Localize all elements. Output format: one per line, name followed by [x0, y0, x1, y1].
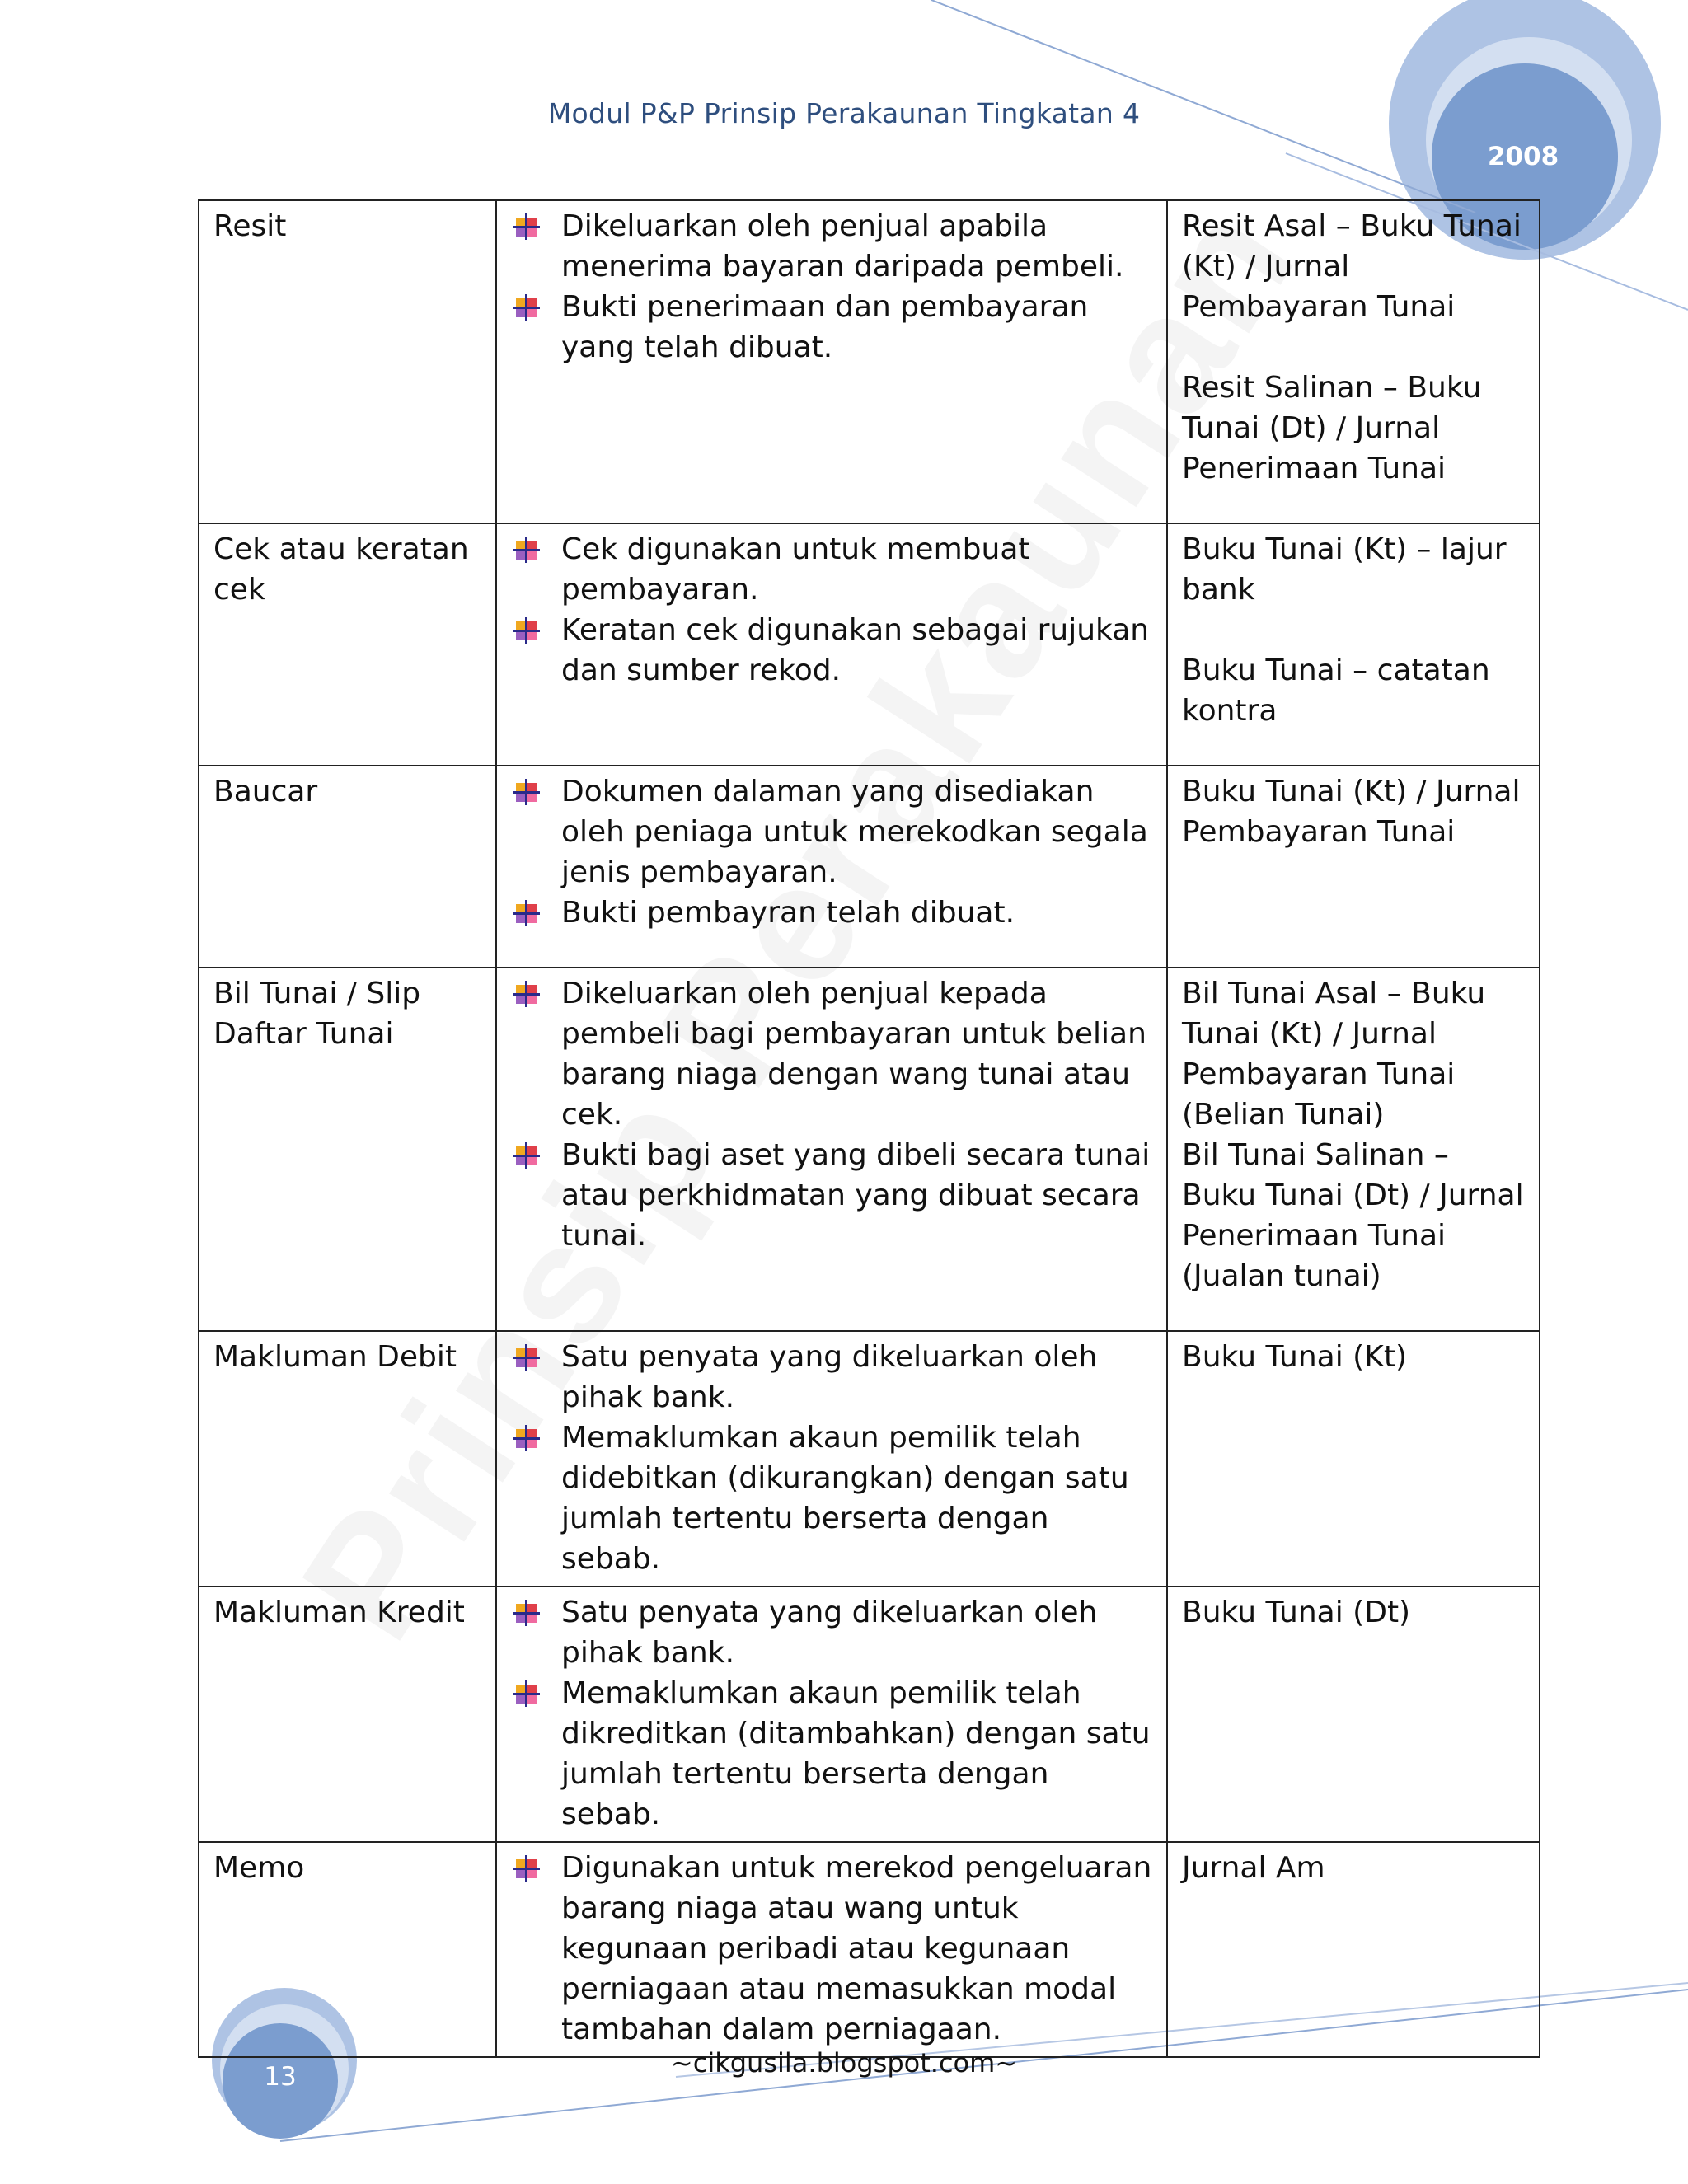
description-list [511, 1592, 1153, 1835]
flag-bullet-icon [513, 1342, 541, 1370]
flag-bullet-icon [513, 1422, 541, 1451]
description-point [511, 1592, 1153, 1673]
description-list [511, 206, 1153, 368]
book-entry-cell [1167, 1331, 1540, 1586]
description-cell [496, 1331, 1167, 1586]
book-entry-text: Buku Tunai – catatan kontra [1182, 654, 1490, 728]
description-text: Digunakan untuk merekod pengeluaran barang niaga atau wang untuk kegunaan peribadi atau kegunaan perniagaan atau memasukkan modal tambahan dalam perniagaan. [561, 1851, 1152, 2046]
book-entry-text: Jurnal Am [1182, 1851, 1325, 1885]
description-cell [496, 968, 1167, 1331]
description-list [511, 1848, 1153, 2050]
description-list [511, 1337, 1153, 1579]
description-point [511, 287, 1153, 368]
book-entry-text: Bil Tunai Salinan – Buku Tunai (Dt) / Jurnal Penerimaan Tunai (Jualan tunai) [1182, 1138, 1524, 1293]
flag-bullet-icon [513, 978, 541, 1006]
flag-bullet-icon [513, 211, 541, 239]
description-text: Dokumen dalaman yang disediakan oleh peniaga untuk merekodkan segala jenis pembayaran. [561, 775, 1148, 889]
description-point [511, 1337, 1153, 1418]
book-entry-text: Buku Tunai (Kt) / Jurnal Pembayaran Tunai [1182, 775, 1521, 849]
description-text: Dikeluarkan oleh penjual apabila menerima bayaran daripada pembeli. [561, 209, 1124, 284]
book-entry-text: Resit Asal – Buku Tunai (Kt) / Jurnal Pembayaran Tunai [1182, 209, 1522, 324]
description-list [511, 771, 1153, 933]
flag-bullet-icon [513, 1853, 541, 1881]
flag-bullet-icon [513, 1597, 541, 1625]
description-text: Memaklumkan akaun pemilik telah didebitkan (dikurangkan) dengan satu jumlah tertentu berserta dengan sebab. [561, 1421, 1129, 1576]
description-text: Memaklumkan akaun pemilik telah dikreditkan (ditambahkan) dengan satu jumlah tertentu berserta dengan sebab. [561, 1676, 1151, 1831]
flag-bullet-icon [513, 1140, 541, 1168]
document-name-cell: Makluman Debit [199, 1331, 496, 1586]
document-name-cell: Resit [199, 200, 496, 523]
description-list [511, 973, 1153, 1256]
table-body [199, 200, 1540, 2057]
book-entry-cell [1167, 1842, 1540, 2057]
book-entry-cell [1167, 1586, 1540, 1842]
description-point [511, 206, 1153, 287]
book-entry-cell [1167, 766, 1540, 968]
flag-bullet-icon [513, 534, 541, 562]
book-entry-text: Buku Tunai (Kt) – lajur bank [1182, 532, 1507, 607]
table-row [199, 1842, 1540, 2057]
page-header-title: Modul P&P Prinsip Perakaunan Tingkatan 4 [547, 97, 1141, 129]
book-entry-text: Bil Tunai Asal – Buku Tunai (Kt) / Jurnal Pembayaran Tunai (Belian Tunai) [1182, 977, 1486, 1132]
description-text: Cek digunakan untuk membuat pembayaran. [561, 532, 1030, 607]
description-text: Satu penyata yang dikeluarkan oleh pihak bank. [561, 1340, 1098, 1414]
table-row [199, 523, 1540, 766]
book-entry-cell [1167, 968, 1540, 1331]
description-list [511, 529, 1153, 691]
flag-bullet-icon [513, 292, 541, 320]
description-point [511, 1673, 1153, 1835]
table-row [199, 766, 1540, 968]
table-row [199, 968, 1540, 1331]
header-year: 2008 [1487, 142, 1559, 171]
flag-bullet-icon [513, 776, 541, 804]
flag-bullet-icon [513, 898, 541, 926]
book-entry-cell [1167, 200, 1540, 523]
flag-bullet-icon [513, 1678, 541, 1706]
book-entry-text: Buku Tunai (Dt) [1182, 1596, 1411, 1629]
book-entry-cell [1167, 523, 1540, 766]
description-point [511, 529, 1153, 610]
description-text: Dikeluarkan oleh penjual kepada pembeli bagi pembayaran untuk belian barang niaga dengan wang tunai atau cek. [561, 977, 1146, 1132]
description-point [511, 610, 1153, 691]
description-point [511, 893, 1153, 933]
description-text: Keratan cek digunakan sebagai rujukan dan sumber rekod. [561, 613, 1150, 687]
footer-url: ~cikgusila.blogspot.com~ [670, 2047, 1018, 2079]
document-name-cell: Makluman Kredit [199, 1586, 496, 1842]
description-text: Bukti pembayran telah dibuat. [561, 896, 1015, 930]
flag-bullet-icon [513, 615, 541, 643]
table-row [199, 200, 1540, 523]
page-number: 13 [264, 2062, 297, 2092]
description-text: Bukti bagi aset yang dibeli secara tunai atau perkhidmatan yang dibuat secara tunai. [561, 1138, 1151, 1253]
description-text: Satu penyata yang dikeluarkan oleh pihak bank. [561, 1596, 1098, 1670]
description-point [511, 1848, 1153, 2050]
document-name-cell: Baucar [199, 766, 496, 968]
description-cell [496, 1842, 1167, 2057]
description-point [511, 1418, 1153, 1579]
description-text: Bukti penerimaan dan pembayaran yang telah dibuat. [561, 290, 1089, 364]
description-cell [496, 766, 1167, 968]
description-point [511, 973, 1153, 1135]
description-cell [496, 200, 1167, 523]
document-name-cell: Bil Tunai / Slip Daftar Tunai [199, 968, 496, 1331]
description-cell [496, 523, 1167, 766]
book-entry-text: Resit Salinan – Buku Tunai (Dt) / Jurnal Penerimaan Tunai [1182, 371, 1482, 485]
description-point [511, 771, 1153, 893]
description-point [511, 1135, 1153, 1256]
source-documents-table [198, 199, 1540, 2058]
description-cell [496, 1586, 1167, 1842]
book-entry-text: Buku Tunai (Kt) [1182, 1340, 1407, 1374]
table-row [199, 1586, 1540, 1842]
table-row [199, 1331, 1540, 1586]
document-name-cell: Memo [199, 1842, 496, 2057]
document-name-cell: Cek atau keratan cek [199, 523, 496, 766]
